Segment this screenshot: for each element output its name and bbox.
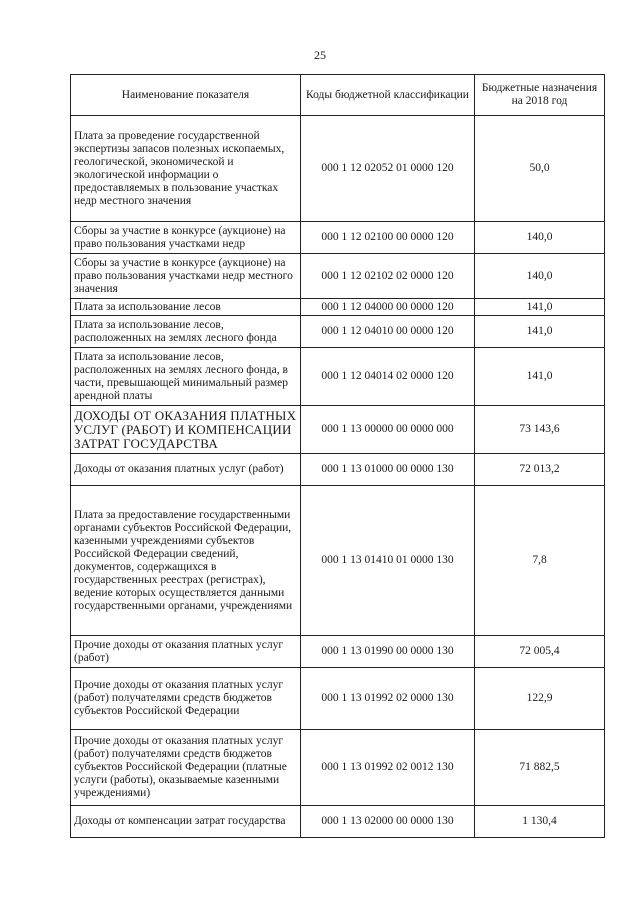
table-row (71, 406, 605, 454)
table-row (71, 222, 605, 254)
row-name: Плата за предоставление государственными органами субъектов Российской Федерации, казенными учреждениями субъектов Российской Федерации сведений, документов, содержащихся в государственных реестрах (регистрах), ведение которых осуществляется данными государственными органами, учреждениями (71, 486, 301, 636)
budget-table (70, 74, 605, 838)
table-row (71, 730, 605, 806)
table-row (71, 668, 605, 730)
row-amount: 7,8 (475, 486, 605, 636)
table-row (71, 316, 605, 348)
row-name: ДОХОДЫ ОТ ОКАЗАНИЯ ПЛАТНЫХ УСЛУГ (РАБОТ) И КОМПЕНСАЦИИ ЗАТРАТ ГОСУДАРСТВА (71, 406, 301, 454)
row-name: Прочие доходы от оказания платных услуг (работ) получателями средств бюджетов субъектов Российской Федерации (71, 668, 301, 730)
table-row (71, 254, 605, 299)
row-name: Доходы от оказания платных услуг (работ) (71, 454, 301, 486)
row-name: Прочие доходы от оказания платных услуг (работ) получателями средств бюджетов субъектов Российской Федерации (платные услуги (работы), оказываемые казенными учреждениями) (71, 730, 301, 806)
row-name: Доходы от компенсации затрат государства (71, 806, 301, 838)
table-row (71, 116, 605, 222)
row-code: 000 1 13 01992 02 0012 130 (301, 730, 475, 806)
header-budget-code: Коды бюджетной классификации (301, 75, 475, 116)
row-code: 000 1 13 00000 00 0000 000 (301, 406, 475, 454)
row-amount: 73 143,6 (475, 406, 605, 454)
table-row (71, 454, 605, 486)
row-name: Плата за использование лесов, расположенных на землях лесного фонда, в части, превышающей минимальный размер арендной платы (71, 348, 301, 406)
row-amount: 71 882,5 (475, 730, 605, 806)
row-amount: 140,0 (475, 254, 605, 299)
row-amount: 1 130,4 (475, 806, 605, 838)
table-row (71, 348, 605, 406)
row-amount: 72 005,4 (475, 636, 605, 668)
table-header-row (71, 75, 605, 116)
row-amount: 141,0 (475, 348, 605, 406)
table-row (71, 806, 605, 838)
header-budget-amount: Бюджетные назначения на 2018 год (475, 75, 605, 116)
row-code: 000 1 12 04014 02 0000 120 (301, 348, 475, 406)
row-amount: 140,0 (475, 222, 605, 254)
row-name: Плата за использование лесов, расположенных на землях лесного фонда (71, 316, 301, 348)
row-code: 000 1 12 02100 00 0000 120 (301, 222, 475, 254)
row-amount: 122,9 (475, 668, 605, 730)
row-name: Плата за использование лесов (71, 299, 301, 316)
row-code: 000 1 13 02000 00 0000 130 (301, 806, 475, 838)
row-name: Сборы за участие в конкурсе (аукционе) на право пользования участками недр местного значения (71, 254, 301, 299)
row-amount: 72 013,2 (475, 454, 605, 486)
table-row (71, 486, 605, 636)
row-name: Плата за проведение государственной экспертизы запасов полезных ископаемых, геологической, экономической и экологической информации о предоставляемых в пользование участках недр местного значения (71, 116, 301, 222)
page-number: 25 (314, 48, 326, 62)
row-amount: 50,0 (475, 116, 605, 222)
row-code: 000 1 13 01992 02 0000 130 (301, 668, 475, 730)
row-code: 000 1 13 01990 00 0000 130 (301, 636, 475, 668)
row-amount: 141,0 (475, 299, 605, 316)
row-code: 000 1 12 04000 00 0000 120 (301, 299, 475, 316)
table-row (71, 299, 605, 316)
row-code: 000 1 13 01000 00 0000 130 (301, 454, 475, 486)
table-row (71, 636, 605, 668)
row-name: Сборы за участие в конкурсе (аукционе) на право пользования участками недр (71, 222, 301, 254)
row-code: 000 1 13 01410 01 0000 130 (301, 486, 475, 636)
row-code: 000 1 12 04010 00 0000 120 (301, 316, 475, 348)
row-name: Прочие доходы от оказания платных услуг (работ) (71, 636, 301, 668)
row-code: 000 1 12 02052 01 0000 120 (301, 116, 475, 222)
header-indicator-name: Наименование показателя (71, 75, 301, 116)
row-amount: 141,0 (475, 316, 605, 348)
row-code: 000 1 12 02102 02 0000 120 (301, 254, 475, 299)
